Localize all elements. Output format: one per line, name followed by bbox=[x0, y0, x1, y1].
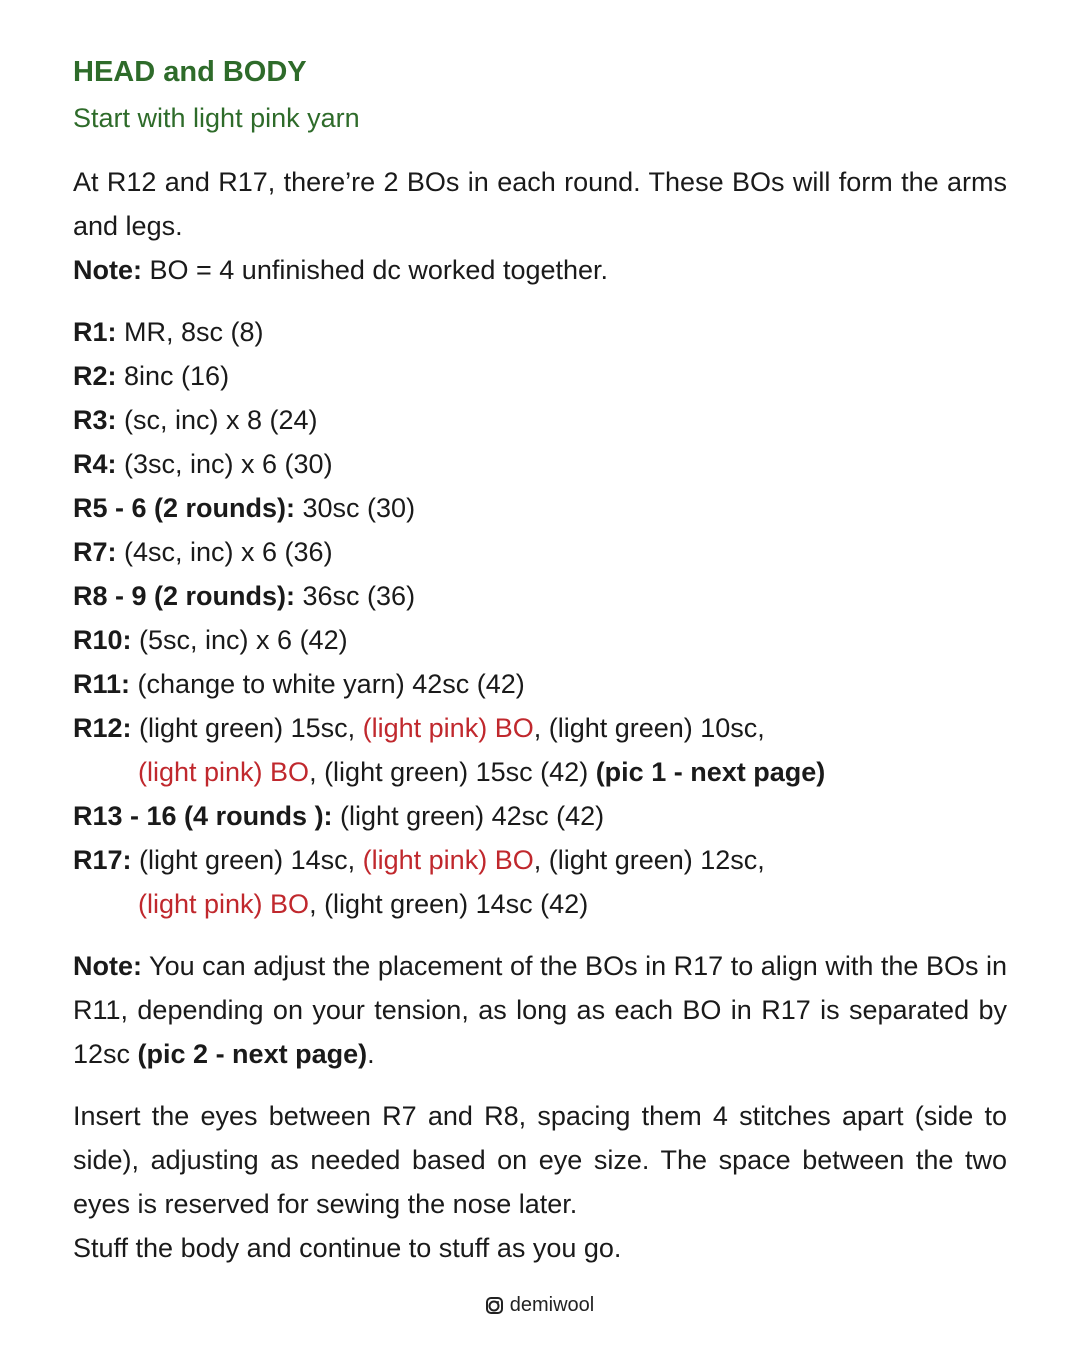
round-label: R12: bbox=[73, 713, 132, 743]
placement-note bbox=[73, 944, 1007, 1076]
section-title: HEAD and BODY bbox=[73, 56, 307, 88]
eyes-instructions: Insert the eyes between R7 and R8, spacing them 4 stitches apart (side to side), adjusting as needed based on eye size. The space between the two eyes is reserved for sewing the nose later. bbox=[73, 1101, 1007, 1219]
round-text: (change to white yarn) 42sc (42) bbox=[130, 669, 525, 699]
round-text: 8inc (16) bbox=[116, 361, 230, 391]
round-text: (4sc, inc) x 6 (36) bbox=[116, 537, 333, 567]
round-text: 36sc (36) bbox=[295, 581, 416, 611]
round-row bbox=[73, 662, 1007, 706]
round-label: R2: bbox=[73, 361, 117, 391]
bo-highlight: (light pink) BO bbox=[362, 845, 534, 875]
round-text: , (light green) 14sc (42) bbox=[309, 889, 589, 919]
pattern-page bbox=[73, 52, 1007, 1270]
round-label: R5 - 6 (2 rounds): bbox=[73, 493, 296, 523]
round-text: (light green) 14sc, bbox=[131, 845, 363, 875]
note-text: BO = 4 unfinished dc worked together. bbox=[142, 255, 609, 285]
round-r17-cont bbox=[73, 882, 1007, 926]
round-label: R4: bbox=[73, 449, 117, 479]
round-text: , (light green) 15sc (42) bbox=[309, 757, 596, 787]
round-text: (3sc, inc) x 6 (30) bbox=[116, 449, 333, 479]
instagram-icon bbox=[486, 1297, 503, 1314]
round-text: , (light green) 12sc, bbox=[533, 845, 765, 875]
round-label: R1: bbox=[73, 317, 117, 347]
bo-highlight: (light pink) BO bbox=[362, 713, 534, 743]
footer-credit bbox=[0, 1292, 1080, 1318]
stuff-instructions: Stuff the body and continue to stuff as you go. bbox=[73, 1233, 622, 1263]
round-list bbox=[73, 310, 1007, 926]
bo-highlight: (light pink) BO bbox=[138, 889, 310, 919]
round-label: R11: bbox=[73, 669, 131, 699]
round-row bbox=[73, 354, 1007, 398]
round-row bbox=[73, 486, 1007, 530]
round-row bbox=[73, 398, 1007, 442]
round-text: (light green) 42sc (42) bbox=[332, 801, 605, 831]
section-subtitle: Start with light pink yarn bbox=[73, 103, 360, 133]
round-r13 bbox=[73, 794, 1007, 838]
note-end: . bbox=[367, 1039, 375, 1069]
round-row bbox=[73, 442, 1007, 486]
round-row bbox=[73, 574, 1007, 618]
round-text: (5sc, inc) x 6 (42) bbox=[131, 625, 348, 655]
intro-block bbox=[73, 160, 1007, 292]
intro-text: At R12 and R17, there’re 2 BOs in each round. These BOs will form the arms and legs. bbox=[73, 167, 1007, 241]
note-label: Note: bbox=[73, 255, 142, 285]
round-label: R3: bbox=[73, 405, 117, 435]
round-text: (light green) 15sc, bbox=[131, 713, 363, 743]
note-text: You can adjust the placement of the BOs in R17 to align with the BOs in R11, depending on your tension, as long as each BO in R17 is separated by 12sc bbox=[73, 951, 1007, 1069]
round-label: R17: bbox=[73, 845, 132, 875]
round-text: MR, 8sc (8) bbox=[116, 317, 264, 347]
round-row bbox=[73, 618, 1007, 662]
note-label: Note: bbox=[73, 951, 142, 981]
round-label: R8 - 9 (2 rounds): bbox=[73, 581, 296, 611]
round-r12-cont bbox=[73, 750, 1007, 794]
round-text: , (light green) 10sc, bbox=[533, 713, 765, 743]
intro-note bbox=[73, 248, 1007, 292]
round-row bbox=[73, 310, 1007, 354]
round-label: R13 - 16 (4 rounds ): bbox=[73, 801, 333, 831]
round-label: R7: bbox=[73, 537, 117, 567]
pic-reference: (pic 2 - next page) bbox=[137, 1039, 368, 1069]
bo-highlight: (light pink) BO bbox=[138, 757, 310, 787]
round-label: R10: bbox=[73, 625, 132, 655]
eyes-block bbox=[73, 1094, 1007, 1270]
pic-reference: (pic 1 - next page) bbox=[595, 757, 826, 787]
round-row bbox=[73, 530, 1007, 574]
round-text: 30sc (30) bbox=[295, 493, 416, 523]
round-text: (sc, inc) x 8 (24) bbox=[116, 405, 318, 435]
round-r17 bbox=[73, 838, 1007, 882]
round-r12 bbox=[73, 706, 1007, 750]
instagram-handle: demiwool bbox=[509, 1294, 595, 1316]
